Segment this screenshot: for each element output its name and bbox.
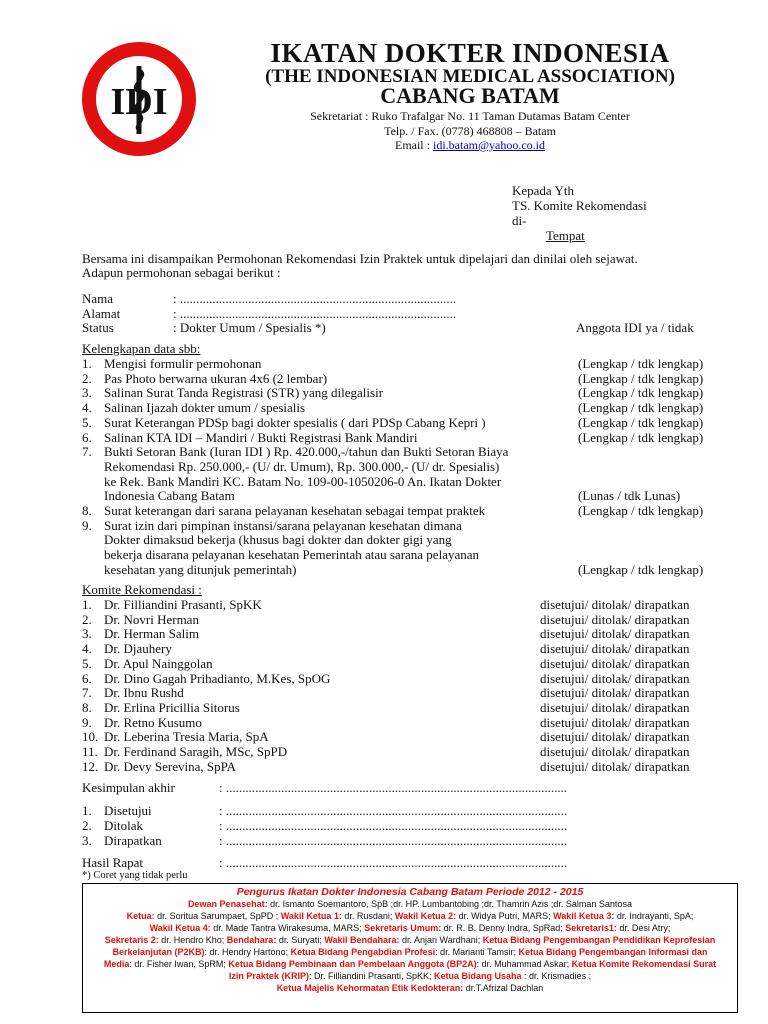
kelengkapan-item: Indonesia Cabang Batam [104, 488, 235, 504]
recipient-line: Kepada Yth [512, 183, 574, 198]
komite-no: 7. [82, 685, 92, 701]
komite-no: 2. [82, 611, 92, 627]
komite-decision[interactable]: disetujui/ ditolak/ dirapatkan [540, 611, 690, 627]
decision-dots[interactable]: : ......................................................................................................... [219, 833, 568, 848]
kelengkapan-item: Surat keterangan dari sarana pelayanan kesehatan sebagai tempat praktek [104, 503, 486, 518]
komite-decision[interactable]: disetujui/ ditolak/ dirapatkan [540, 670, 690, 686]
footer-person: : dr. Hendry Hartono; [204, 947, 291, 957]
komite-name: Dr. Djauhery [104, 641, 172, 657]
footer-person: : Dr. Filliandini Prasanti, SpKK; [308, 971, 435, 981]
komite-name: Dr. Dino Gagah Prihadianto, M.Kes, SpOG [104, 670, 331, 686]
footer-lines [83, 898, 737, 994]
footer-role: Wakil Ketua 3: [553, 911, 615, 921]
komite-no: 12. [82, 758, 99, 774]
kelengkapan-status[interactable]: (Lunas / tdk Lunas) [578, 488, 681, 504]
recipient-line: di- [512, 213, 527, 228]
footer-person: dr. Soritua Sarumpaet, SpPD ; [154, 911, 281, 921]
phone-line: Telp. / Fax. (0778) 468808 – Batam [384, 124, 556, 138]
field-value-status[interactable]: : Dokter Umum / Spesialis *) [173, 320, 326, 335]
member-note: Anggota IDI ya / tidak [576, 320, 694, 335]
komite-name: Dr. Filliandini Prasanti, SpKK [104, 597, 262, 612]
secretariat-address: Sekretariat : Ruko Trafalgar No. 11 Taman Dutamas Batam Center [310, 109, 630, 123]
footer-role: Ketua Bidang Pengabdian Profesi [290, 947, 436, 957]
footer-line [83, 946, 737, 958]
komite-name: Dr. Ibnu Rushd [104, 685, 184, 701]
kelengkapan-title: Kelengkapan data sbb: [82, 341, 201, 356]
recipient-line: TS. Komite Rekomendasi [512, 198, 647, 213]
footer-line [83, 982, 737, 994]
decision-label: Disetujui [104, 803, 152, 818]
komite-decision[interactable]: disetujui/ ditolak/ dirapatkan [540, 655, 690, 671]
org-title: IKATAN DOKTER INDONESIA [270, 38, 670, 68]
footer-line [83, 910, 737, 922]
komite-no: 1. [82, 597, 92, 612]
komite-decision[interactable]: disetujui/ ditolak/ dirapatkan [540, 714, 690, 730]
footer-person: dr. Made Tantra Wirakesuma, MARS; [210, 923, 365, 933]
board-footer [82, 883, 738, 1013]
kelengkapan-item: Salinan Surat Tanda Registrasi (STR) yang dilegalisir [104, 385, 384, 401]
footer-role: Wakil Ketua 4: [149, 923, 211, 933]
field-label-nama: Nama [82, 291, 114, 306]
komite-no: 10. [82, 729, 99, 745]
kelengkapan-item: Surat Keterangan PDSp bagi dokter spesialis ( dari PDSp Cabang Kepri ) [104, 414, 486, 430]
coret-note: *) Coret yang tidak perlu [82, 870, 188, 881]
kesimpulan-dots[interactable]: : ......................................................................................................... [219, 780, 568, 795]
footer-role: Berkelanjutan (P2KB) [112, 947, 205, 957]
kelengkapan-no: 3. [82, 385, 92, 401]
footer-person: dr. Suryati; [276, 935, 325, 945]
footer-role: Sekretaris1: [565, 923, 617, 933]
footer-role: Bendahara: [226, 935, 277, 945]
logo-text: IDI [110, 81, 168, 123]
footer-line [83, 958, 737, 970]
email-line [200, 138, 740, 153]
komite-no: 4. [82, 641, 92, 657]
komite-decision[interactable]: disetujui/ ditolak/ dirapatkan [540, 744, 690, 759]
komite-decision[interactable]: disetujui/ ditolak/ dirapatkan [540, 758, 690, 774]
hasil-dots[interactable]: : ......................................................................................................... [219, 855, 568, 870]
decision-no: 3. [82, 833, 92, 848]
kelengkapan-no: 6. [82, 429, 92, 445]
decision-dots[interactable]: : ......................................................................................................... [219, 803, 568, 818]
kelengkapan-status[interactable]: (Lengkap / tdk lengkap) [578, 429, 704, 445]
footer-line [83, 898, 737, 910]
hasil-label: Hasil Rapat [82, 855, 144, 870]
komite-no: 9. [82, 714, 92, 730]
kelengkapan-no: 9. [82, 517, 92, 533]
field-label-alamat: Alamat [82, 306, 121, 321]
kelengkapan-status[interactable]: (Lengkap / tdk lengkap) [578, 356, 704, 371]
footer-line [83, 934, 737, 946]
footer-person: dr. Anjari Wardhani; [399, 935, 483, 945]
footer-person: : dr. Fisher Iwan, SpRM; [129, 959, 229, 969]
komite-no: 6. [82, 670, 92, 686]
footer-person: dr. Widya Putri, MARS; [456, 911, 554, 921]
komite-no: 11. [82, 744, 98, 759]
footer-role: Sekretaris Umum: [364, 923, 442, 933]
intro-text: Bersama ini disampaikan Permohonan Rekomendasi Izin Praktek untuk dipelajari dan dinilai oleh sejawat. [82, 251, 638, 266]
footer-role: Wakil Ketua 1: [280, 911, 342, 921]
komite-name: Dr. Ferdinand Saragih, MSc, SpPD [104, 744, 288, 759]
intro-text: Adapun permohonan sebagai berikut : [82, 265, 281, 280]
decision-no: 1. [82, 803, 92, 818]
kelengkapan-item: Dokter dimaksud bekerja (khusus bagi dokter dan dokter gigi yang [104, 532, 452, 548]
kelengkapan-status[interactable]: (Lengkap / tdk lengkap) [578, 503, 704, 518]
decision-label: Dirapatkan [104, 833, 162, 848]
footer-role: Ketua Bidang Pengembangan Pendidikan Keprofesian [482, 935, 716, 945]
kelengkapan-item: Bukti Setoran Bank (Iuran IDI ) Rp. 420.000,-/tahun dan Bukti Setoran Biaya [104, 444, 509, 460]
komite-decision[interactable]: disetujui/ ditolak/ dirapatkan [540, 597, 690, 612]
footer-person: : dr. Marianti Tamsir; [435, 947, 519, 957]
footer-role: Dewan Penasehat: [188, 899, 268, 909]
footer-person: dr. Indrayanti, SpA; [614, 911, 694, 921]
komite-name: Dr. Erlina Pricillia Sitorus [104, 699, 240, 715]
decision-no: 2. [82, 818, 92, 833]
kelengkapan-item: Mengisi formulir permohonan [104, 356, 262, 371]
recipient-place: Tempat [546, 228, 585, 243]
footer-role: Ketua Komite Rekomendasi Surat [571, 959, 717, 969]
footer-role: Ketua Bidang Pembinaan dan Pembelaan Anggota (BP2A) [228, 959, 477, 969]
komite-name: Dr. Herman Salim [104, 626, 199, 642]
footer-person: dr. Hendro Kho; [158, 935, 227, 945]
kelengkapan-item: ke Rek. Bank Mandiri KC. Batam No. 109-00-1050206-0 An. Ikatan Dokter [104, 473, 502, 489]
decision-label: Ditolak [104, 818, 143, 833]
kesimpulan-label: Kesimpulan akhir [82, 780, 175, 795]
footer-role: Wakil Ketua 2: [394, 911, 457, 921]
footer-person: : dr. Krismadies ; [521, 971, 592, 981]
kelengkapan-status[interactable]: (Lengkap / tdk lengkap) [578, 370, 704, 386]
kelengkapan-item: Salinan Ijazah dokter umum / spesialis [104, 400, 306, 416]
footer-role: Wakil Bendahara: [324, 935, 400, 945]
branch-title: CABANG BATAM [380, 83, 560, 108]
footer-role: Izin Praktek (KRIP) [228, 971, 309, 981]
footer-line [83, 922, 737, 934]
footer-title: Pengurus Ikatan Dokter Indonesia Cabang Batam Periode 2012 - 2015 [236, 886, 584, 898]
kelengkapan-status[interactable]: (Lengkap / tdk lengkap) [578, 561, 704, 577]
kelengkapan-no: 4. [82, 400, 92, 416]
kelengkapan-no: 8. [82, 503, 92, 518]
komite-decision[interactable]: disetujui/ ditolak/ dirapatkan [540, 641, 690, 657]
email-label: Email : [394, 138, 433, 152]
kelengkapan-no: 5. [82, 414, 92, 430]
komite-no: 8. [82, 699, 92, 715]
footer-role: Sekretaris 2: [104, 935, 159, 945]
field-value-alamat[interactable]: : ..................................................................................... [173, 306, 457, 321]
footer-line [83, 970, 737, 982]
field-value-nama[interactable]: : ..................................................................................... [173, 291, 457, 306]
komite-decision[interactable]: disetujui/ ditolak/ dirapatkan [540, 685, 690, 701]
footer-person: dr. R. B. Denny Indra, SpRad; [441, 923, 566, 933]
kelengkapan-item: bekerja disarana pelayanan kesehatan Pemerintah atau sarana pelayanan [104, 547, 480, 563]
email-link[interactable]: idi.batam@yahoo.co.id [432, 138, 546, 152]
field-label-status: Status [82, 320, 114, 335]
komite-title: Komite Rekomendasi : [82, 582, 202, 597]
idi-logo [80, 40, 198, 158]
komite-decision[interactable]: disetujui/ ditolak/ dirapatkan [540, 699, 690, 715]
footer-person: : dr. Muhammad Askar; [476, 959, 572, 969]
komite-name: Dr. Apul Nainggolan [104, 655, 213, 671]
komite-name: Dr. Devy Serevina, SpPA [104, 758, 237, 774]
komite-no: 5. [82, 655, 92, 671]
footer-role: Ketua Majelis Kehormatan Etik Kedokteran: [276, 983, 464, 993]
footer-role: Media [103, 959, 130, 969]
kelengkapan-no: 2. [82, 370, 92, 386]
footer-person: dr.T.Afrizal Dachlan [463, 983, 544, 993]
kelengkapan-status[interactable]: (Lengkap / tdk lengkap) [578, 400, 704, 416]
kelengkapan-no: 7. [82, 444, 92, 460]
komite-name: Dr. Novri Herman [104, 611, 199, 627]
footer-person: dr. Desi Atry; [616, 923, 671, 933]
komite-decision[interactable]: disetujui/ ditolak/ dirapatkan [540, 626, 690, 642]
footer-person: dr. Rusdani; [341, 911, 395, 921]
komite-name: Dr. Retno Kusumo [104, 714, 202, 730]
kelengkapan-item: Rekomendasi Rp. 250.000,- (U/ dr. Umum), Rp. 300.000,- (U/ dr. Spesialis) [104, 458, 500, 474]
komite-name: Dr. Leberina Tresia Maria, SpA [104, 729, 269, 745]
kelengkapan-item: Salinan KTA IDI – Mandiri / Bukti Registrasi Bank Mandiri [104, 429, 418, 445]
footer-role: Ketua Bidang Usaha [434, 971, 522, 981]
kelengkapan-item: Surat izin dari pimpinan instansi/sarana pelayanan kesehatan dimana [104, 517, 462, 533]
footer-role: Ketua: [126, 911, 155, 921]
kelengkapan-item: kesehatan yang ditunjuk pemerintah) [104, 561, 297, 577]
kelengkapan-status[interactable]: (Lengkap / tdk lengkap) [578, 385, 704, 401]
footer-role: Ketua Bidang Pengembangan Informasi dan [518, 947, 708, 957]
decision-dots[interactable]: : ......................................................................................................... [219, 818, 568, 833]
kelengkapan-status[interactable]: (Lengkap / tdk lengkap) [578, 414, 704, 430]
org-subtitle: (THE INDONESIAN MEDICAL ASSOCIATION) [265, 66, 675, 87]
footer-person: dr. Ismanto Soemantoro, SpB ;dr. HP. Lumbantobing ;dr. Thamrin Azis ;dr. Salman Santosa [267, 899, 632, 909]
kelengkapan-no: 1. [82, 356, 92, 371]
komite-decision[interactable]: disetujui/ ditolak/ dirapatkan [540, 729, 690, 745]
komite-no: 3. [82, 626, 92, 642]
kelengkapan-item: Pas Photo berwarna ukuran 4x6 (2 lembar) [104, 370, 328, 386]
